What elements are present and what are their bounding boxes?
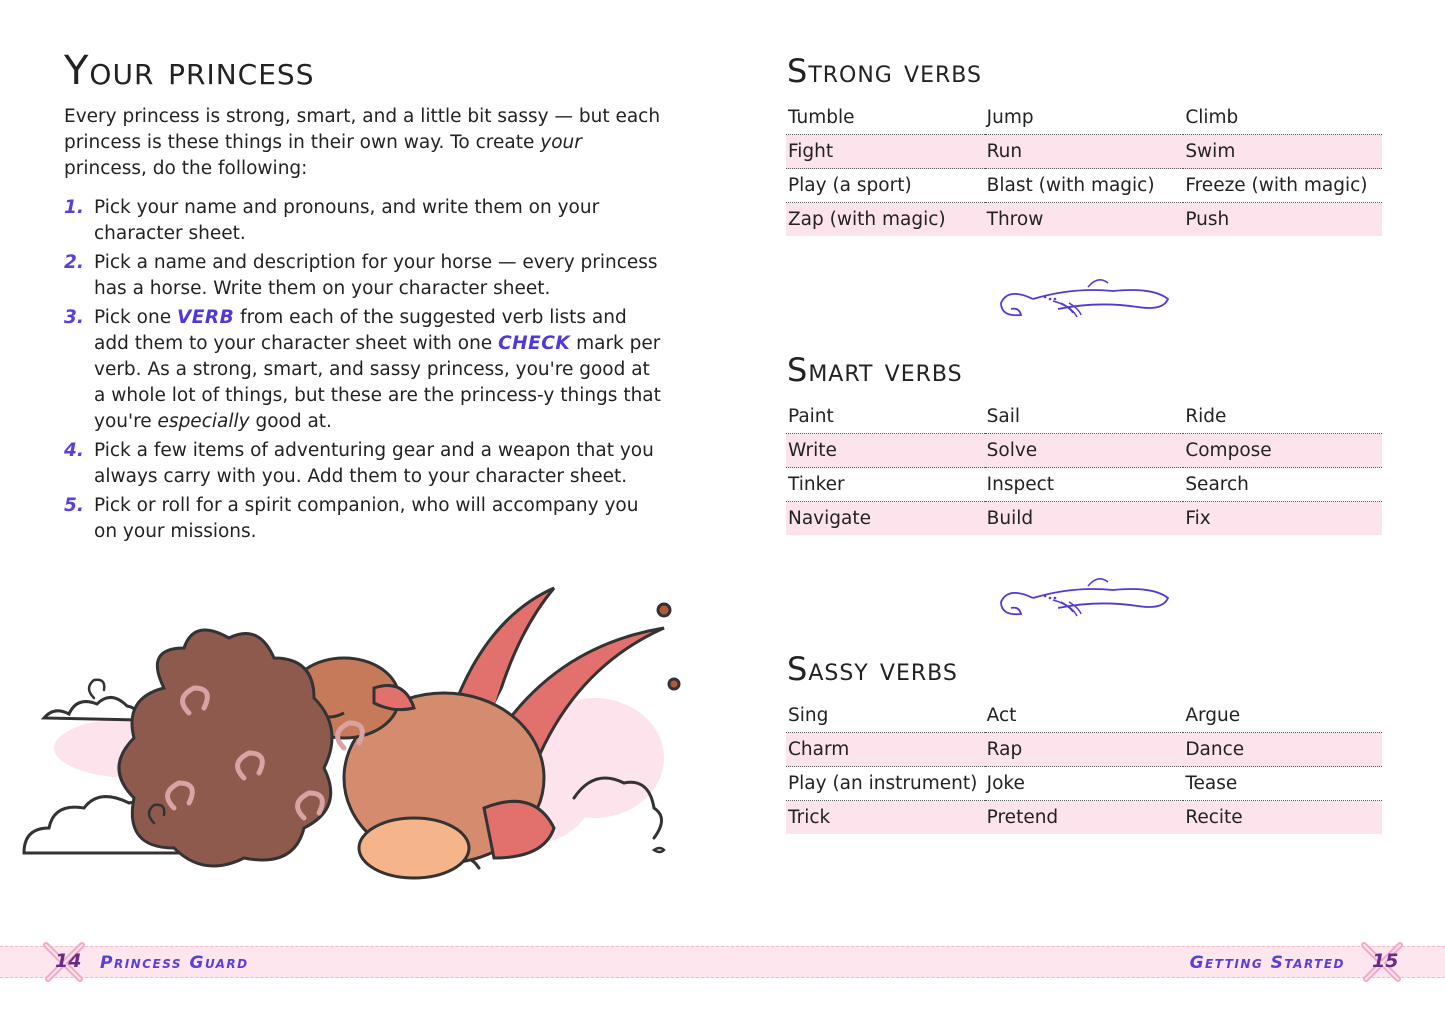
table-cell: Sing (788, 705, 829, 726)
table-row (786, 203, 1382, 237)
table-cell: Push (1185, 209, 1230, 230)
step-item (64, 493, 664, 545)
table-cell: Pretend (986, 807, 1059, 828)
strong-verbs-title: Strong verbs (787, 52, 982, 90)
keyword-check: CHECK (498, 333, 571, 354)
right-footer-label: Getting Started (1189, 953, 1345, 973)
left-footer-label: Princess Guard (100, 953, 249, 973)
table-cell: Swim (1185, 141, 1236, 162)
sassy-verbs-title: Sassy verbs (787, 650, 958, 688)
step-number: 5. (64, 495, 84, 516)
table-cell: Recite (1185, 807, 1243, 828)
table-cell: Climb (1185, 107, 1239, 128)
step-number: 1. (64, 197, 84, 218)
step-number: 3. (64, 307, 84, 328)
left-page (0, 0, 722, 1025)
table-cell: Argue (1185, 705, 1241, 726)
table-row (786, 699, 1382, 733)
table-cell: Write (788, 440, 837, 461)
step-number: 2. (64, 252, 84, 273)
table-cell: Trick (788, 807, 831, 828)
horse-mane (119, 630, 332, 866)
sassy-verbs-table (786, 699, 1382, 834)
table-cell: Jump (986, 107, 1034, 128)
step-item (64, 305, 664, 435)
steps-list (64, 195, 664, 548)
step-text: Pick a name and description for your horse — every princess has a horse. Write them on your character sheet. (94, 252, 658, 299)
table-cell: Freeze (with magic) (1185, 175, 1368, 196)
step-number: 4. (64, 440, 84, 461)
table-row (786, 502, 1382, 536)
keyword-verb: VERB (176, 307, 235, 328)
table-cell: Rap (986, 739, 1023, 760)
table-cell: Search (1185, 474, 1249, 495)
table-cell: Tumble (788, 107, 855, 128)
table-cell: Inspect (986, 474, 1055, 495)
table-cell: Fight (788, 141, 834, 162)
table-cell: Navigate (788, 508, 871, 529)
strong-verbs-table (786, 101, 1382, 236)
table-cell: Joke (986, 773, 1025, 794)
table-cell: Compose (1185, 440, 1272, 461)
smart-verbs-table (786, 400, 1382, 535)
table-cell: Solve (986, 440, 1038, 461)
table-row (786, 101, 1382, 135)
flourish-divider-icon (993, 279, 1173, 319)
table-row (786, 468, 1382, 502)
sleeping-horse-illustration (14, 548, 714, 903)
step-text: Pick one VERB from each of the suggested verb lists and add them to your character sheet with one CHECK mark per verb. As a strong, smart, and sassy princess, you're good at a whole lot of things, but these are the princess-y things that you're especially good at. (94, 307, 661, 432)
step-text: Pick a few items of adventuring gear and a weapon that you always carry with you. Add them to your character sheet. (94, 440, 654, 487)
left-page-number: 14 (55, 950, 82, 972)
page-title: Your princess (64, 48, 315, 94)
table-row (786, 135, 1382, 169)
intro-paragraph: Every princess is strong, smart, and a little bit sassy — but each princess is these things in their own way. To create your princess, do the following: (64, 106, 661, 179)
step-item (64, 195, 664, 247)
table-cell: Tease (1185, 773, 1238, 794)
step-item (64, 250, 664, 302)
table-row (786, 767, 1382, 801)
table-row (786, 801, 1382, 835)
table-cell: Build (986, 508, 1034, 529)
table-cell: Play (a sport) (788, 175, 912, 196)
footer-bar (0, 946, 1445, 978)
table-cell: Run (986, 141, 1023, 162)
right-page (723, 0, 1445, 1025)
table-row (786, 169, 1382, 203)
table-row (786, 434, 1382, 468)
table-cell: Fix (1185, 508, 1211, 529)
table-cell: Zap (with magic) (788, 209, 946, 230)
table-row (786, 400, 1382, 434)
table-cell: Charm (788, 739, 850, 760)
table-cell: Paint (788, 406, 834, 427)
table-cell: Act (986, 705, 1017, 726)
table-cell: Ride (1185, 406, 1227, 427)
smart-verbs-title: Smart verbs (787, 351, 963, 389)
step-item (64, 438, 664, 490)
table-cell: Play (an instrument) (788, 773, 978, 794)
table-cell: Blast (with magic) (986, 175, 1155, 196)
right-page-number: 15 (1372, 950, 1399, 972)
flourish-divider-icon (993, 578, 1173, 618)
table-cell: Dance (1185, 739, 1245, 760)
table-cell: Sail (986, 406, 1021, 427)
step-text: Pick or roll for a spirit companion, who will accompany you on your missions. (94, 495, 639, 542)
step-text: Pick your name and pronouns, and write them on your character sheet. (94, 197, 600, 244)
table-cell: Tinker (788, 474, 845, 495)
table-row (786, 733, 1382, 767)
table-cell: Throw (986, 209, 1044, 230)
